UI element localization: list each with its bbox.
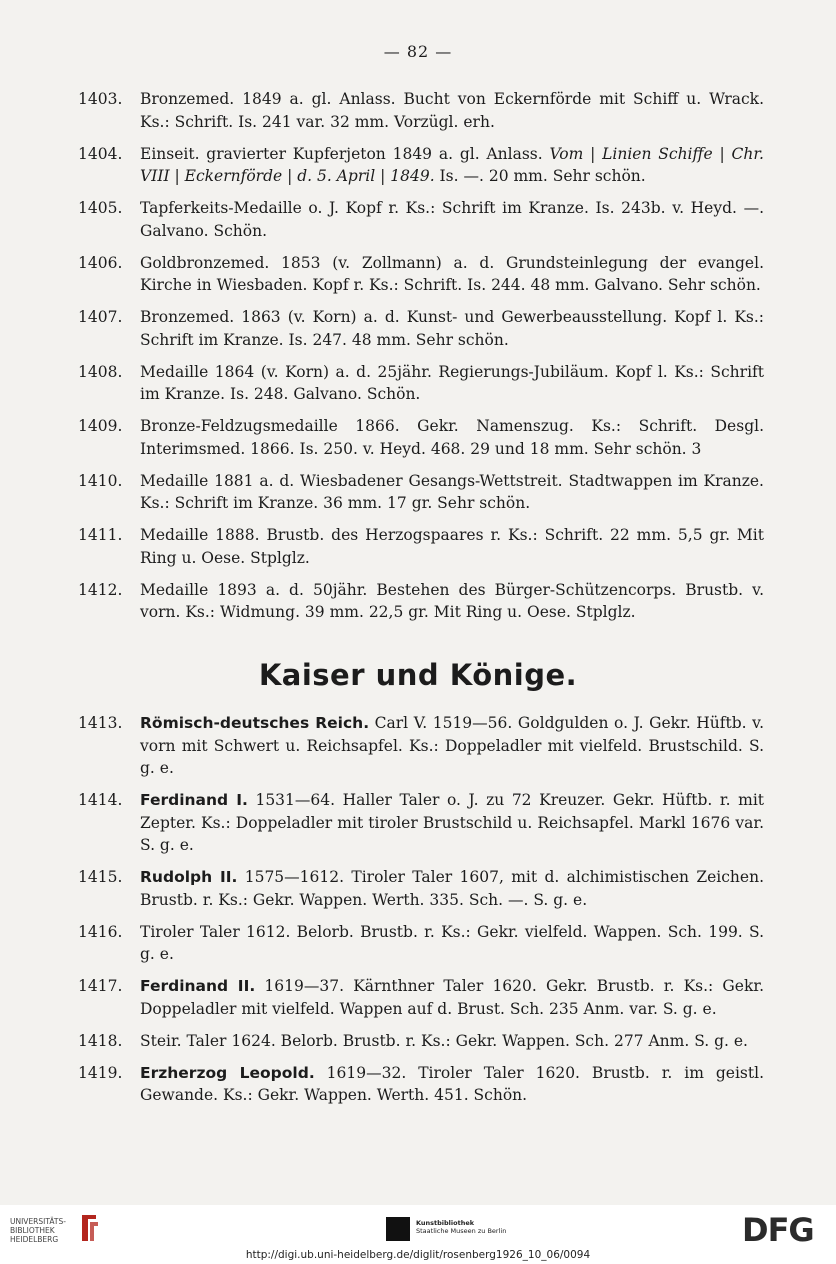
entry-text — [140, 579, 770, 624]
entry-text-part: Medaille 1888. Brustb. des Herzogspaares r. Ks.: Schrift. 22 mm. 5,5 gr. Mit Ring u. Oese. Stplglz. — [140, 526, 764, 567]
catalog-entry — [78, 361, 770, 406]
university-logo-icon — [78, 1213, 100, 1243]
catalog-entry — [78, 789, 770, 857]
museen-label: Staatliche Museen zu Berlin — [416, 1227, 507, 1235]
entry-text-part: Is. —. 20 mm. Sehr schön. — [434, 167, 646, 185]
entry-number: 1404. — [78, 144, 123, 163]
entry-number: 1416. — [78, 922, 123, 941]
entry-ruler-name: Ferdinand I. — [140, 791, 248, 809]
entry-number: 1417. — [78, 977, 123, 995]
source-url-link[interactable]: http://digi.ub.uni-heidelberg.de/diglit/rosenberg1926_10_06/0094 — [245, 1249, 591, 1261]
entry-text — [140, 306, 770, 351]
entry-text — [140, 143, 770, 188]
entry-text — [140, 197, 770, 242]
entry-text — [140, 712, 770, 780]
kunstbibliothek-label: Kunstbibliothek — [416, 1219, 475, 1227]
catalog-entry — [78, 1030, 770, 1053]
entry-text-part: 1575—1612. Tiroler Taler 1607, mit d. alchimistischen Zeichen. Brustb. r. Ks.: Gekr. Wappen. Werth. 335. Sch. —. S. g. e. — [140, 868, 764, 909]
entry-text-part: Carl V. 1519—56. Goldgulden o. J. Gekr. Hüftb. v. vorn mit Schwert u. Reichsapfel. Ks.: Doppeladler mit vielfeld. Brustschild. S. g. e. — [140, 714, 764, 777]
entry-text — [140, 789, 770, 857]
entry-number: 1411. — [78, 526, 123, 544]
entry-text — [140, 361, 770, 406]
entry-number: 1403. — [78, 90, 123, 108]
entry-number: 1406. — [78, 253, 123, 272]
entry-text-part: Einseit. gravierter Kupferjeton 1849 a. gl. Anlass. — [140, 144, 550, 163]
catalog-entry — [78, 866, 770, 911]
catalog-entry — [78, 306, 770, 351]
entry-number: 1414. — [78, 791, 123, 809]
entry-text — [140, 524, 770, 569]
entry-text — [140, 866, 770, 911]
kunstbibliothek-logo-icon — [386, 1217, 410, 1241]
entry-text-part: 1531—64. Haller Taler o. J. zu 72 Kreuzer. Gekr. Hüftb. r. mit Zepter. Ks.: Doppeladler mit tiroler Brustschild u. Reichsapfel. Markl 1676 var. S. g. e. — [140, 791, 765, 854]
catalog-entry — [78, 975, 770, 1020]
entry-number: 1409. — [78, 417, 123, 435]
entry-number: 1419. — [78, 1063, 123, 1082]
footer-bar — [0, 1205, 836, 1264]
entry-text-part: Tiroler Taler 1612. Belorb. Brustb. r. Ks.: Gekr. vielfeld. Wappen. Sch. 199. S. g. e. — [140, 922, 764, 963]
entry-text-part: Vom | Linien Schiffe | Chr. VIII | Eckernförde | d. 5. April | 1849. — [140, 144, 764, 185]
university-library-label: UNIVERSITÄTS- BIBLIOTHEK HEIDELBERG — [10, 1217, 66, 1244]
entry-number: 1413. — [78, 714, 123, 732]
entry-text-part: Medaille 1864 (v. Korn) a. d. 25jähr. Regierungs-Jubiläum. Kopf l. Ks.: Schrift im Kranze. Is. 248. Galvano. Schön. — [140, 362, 764, 403]
entry-number: 1407. — [78, 308, 123, 326]
entry-number: 1410. — [78, 471, 123, 490]
entry-number: 1415. — [78, 868, 123, 886]
entry-ruler-name: Erzherzog Leopold. — [140, 1063, 315, 1082]
catalog-entry — [78, 921, 770, 966]
catalog-entry — [78, 524, 770, 569]
catalog-entry — [78, 88, 770, 133]
catalog-entry — [78, 470, 770, 515]
catalog-entry — [78, 252, 770, 297]
catalog-entries-top — [78, 88, 770, 633]
catalog-entry — [78, 1062, 770, 1107]
catalog-entries-bottom — [78, 712, 770, 1116]
entry-text-part: 1619—32. Tiroler Taler 1620. Brustb. r. im geistl. Gewande. Ks.: Gekr. Wappen. Werth. 451. Schön. — [140, 1063, 764, 1104]
entry-text — [140, 1062, 770, 1107]
section-heading: Kaiser und Könige. — [258, 658, 578, 692]
entry-text — [140, 975, 770, 1020]
catalog-entry — [78, 143, 770, 188]
catalog-entry — [78, 579, 770, 624]
entry-text — [140, 921, 770, 966]
entry-text-part: Bronzemed. 1863 (v. Korn) a. d. Kunst- und Gewerbeausstellung. Kopf l. Ks.: Schrift im Kranze. Is. 247. 48 mm. Sehr schön. — [140, 308, 764, 349]
entry-text-part: Tapferkeits-Medaille o. J. Kopf r. Ks.: Schrift im Kranze. Is. 243b. v. Heyd. —. Galvano. Schön. — [140, 199, 764, 240]
entry-text-part: Steir. Taler 1624. Belorb. Brustb. r. Ks.: Gekr. Wappen. Sch. 277 Anm. S. g. e. — [140, 1031, 748, 1050]
entry-text — [140, 252, 770, 297]
entry-text-part: Medaille 1881 a. d. Wiesbadener Gesangs-Wettstreit. Stadtwappen im Kranze. Ks.: Schrift im Kranze. 36 mm. 17 gr. Sehr schön. — [140, 471, 764, 512]
page-number: — 82 — — [383, 42, 453, 61]
entry-text — [140, 88, 770, 133]
entry-ruler-name: Ferdinand II. — [140, 977, 256, 995]
entry-number: 1412. — [78, 580, 123, 599]
entry-number: 1405. — [78, 199, 123, 217]
entry-text — [140, 1030, 770, 1053]
entry-text — [140, 470, 770, 515]
entry-number: 1408. — [78, 362, 123, 381]
entry-text-part: Bronze-Feldzugsmedaille 1866. Gekr. Namenszug. Ks.: Schrift. Desgl. Interimsmed. 1866. Is. 250. v. Heyd. 468. 29 und 18 mm. Sehr schön. 3 — [140, 417, 764, 458]
catalog-entry — [78, 197, 770, 242]
catalog-entry — [78, 415, 770, 460]
entry-text-part: Goldbronzemed. 1853 (v. Zollmann) a. d. Grundsteinlegung der evangel. Kirche in Wiesbaden. Kopf r. Ks.: Schrift. Is. 244. 48 mm. Galvano. Sehr schön. — [140, 253, 764, 294]
entry-text-part: Bronzemed. 1849 a. gl. Anlass. Bucht von Eckernförde mit Schiff u. Wrack. Ks.: Schrift. Is. 241 var. 32 mm. Vorzügl. erh. — [140, 90, 764, 131]
entry-number: 1418. — [78, 1031, 123, 1050]
dfg-logo: DFG — [742, 1211, 814, 1249]
entry-text-part: Medaille 1893 a. d. 50jähr. Bestehen des Bürger-Schützencorps. Brustb. v. vorn. Ks.: Widmung. 39 mm. 22,5 gr. Mit Ring u. Oese. Stplglz. — [140, 580, 764, 621]
entry-text — [140, 415, 770, 460]
entry-ruler-name: Rudolph II. — [140, 868, 238, 886]
entry-text-part: 1619—37. Kärnthner Taler 1620. Gekr. Brustb. r. Ks.: Gekr. Doppeladler mit vielfeld. Wappen auf d. Brust. Sch. 235 Anm. var. S. g. e. — [140, 977, 765, 1018]
entry-ruler-name: Römisch-deutsches Reich. — [140, 714, 370, 732]
catalog-entry — [78, 712, 770, 780]
